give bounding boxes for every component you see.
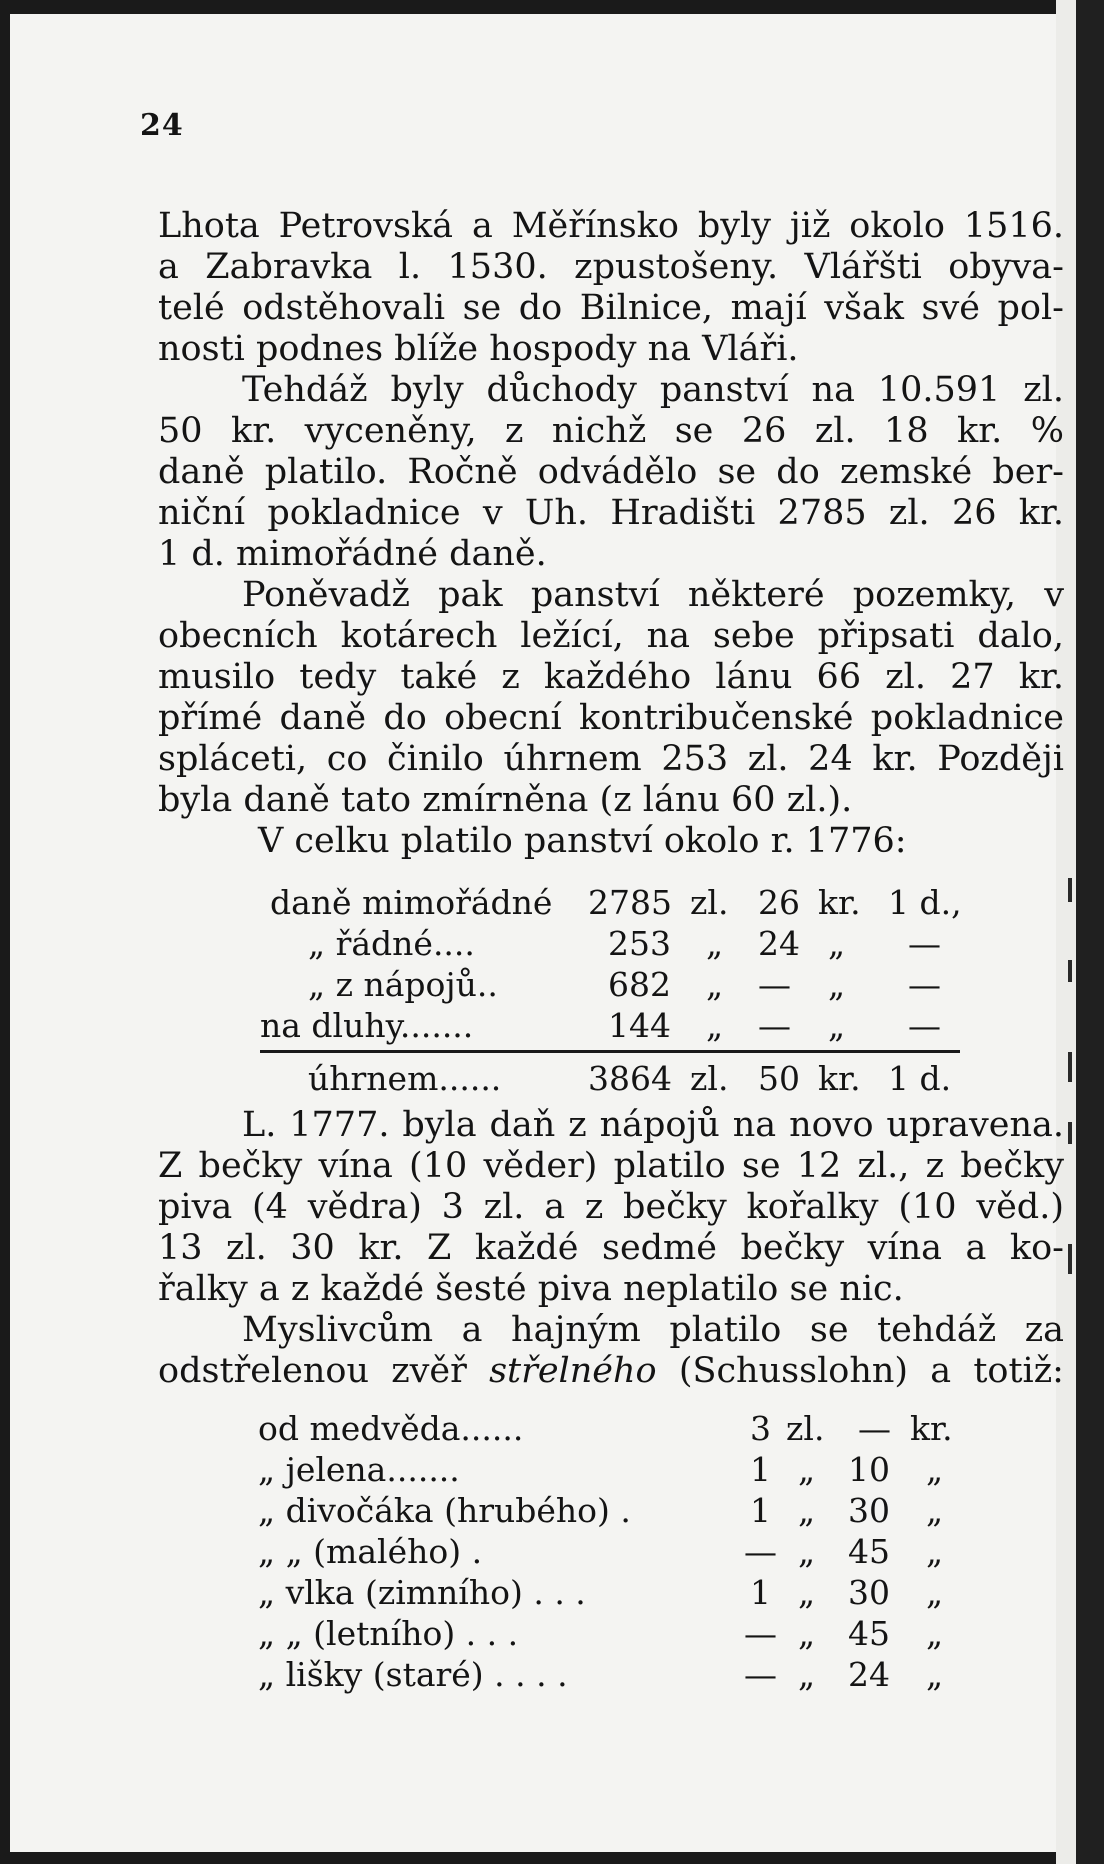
paragraph-2 xyxy=(158,370,1064,575)
text-line: piva (4 vědra) 3 zl. a z bečky kořalky (10 věd.) xyxy=(158,1187,1064,1227)
row-label: „ jelena....... xyxy=(258,1450,460,1489)
total-label: úhrnem...... xyxy=(308,1059,502,1098)
text-line: přímé daně do obecní kontribučenské pokladnice xyxy=(158,698,1064,738)
amount-zl: — xyxy=(744,1655,777,1694)
amount-kr: — xyxy=(858,1409,891,1448)
binding-edge xyxy=(1076,0,1104,1864)
unit-kr: „ xyxy=(926,1655,944,1694)
text-segment: odstřelenou zvěř xyxy=(158,1351,467,1391)
text-line: byla daně tato zmírněna (z lánu 60 zl.). xyxy=(158,780,853,820)
unit-kr: kr. xyxy=(818,1059,861,1098)
text-line xyxy=(158,1351,1064,1392)
text-line: nosti podnes blíže hospody na Vláři. xyxy=(158,329,799,369)
unit-zl: zl. xyxy=(786,1409,825,1448)
text-line: řalky a z každé šesté piva neplatilo se nic. xyxy=(158,1269,904,1309)
table-row xyxy=(158,923,1064,964)
text-line: 50 kr. vyceněny, z nichž se 26 zl. 18 kr. % xyxy=(158,411,1064,451)
unit-zl: „ xyxy=(798,1573,816,1612)
text-line: 13 zl. 30 kr. Z každé sedmé bečky vína a ko- xyxy=(158,1228,1064,1268)
unit-kr: „ xyxy=(926,1614,944,1653)
total-d: 1 d. xyxy=(888,1059,952,1098)
text-line: a Zabravka l. 1530. zpustošeny. Vlářšti obyva- xyxy=(158,247,1064,287)
text-segment: (Schusslohn) a totiž: xyxy=(678,1351,1064,1391)
amount-d: — xyxy=(908,924,941,963)
unit-zl: „ xyxy=(798,1655,816,1694)
unit-zl: „ xyxy=(706,1006,724,1045)
table-row xyxy=(158,1572,1064,1613)
gutter-mark xyxy=(1068,1122,1072,1144)
unit-kr: „ xyxy=(926,1491,944,1530)
row-label: „ vlka (zimního) . . . xyxy=(258,1573,586,1612)
amount-d: — xyxy=(908,1006,941,1045)
table-row xyxy=(158,882,1064,923)
page-number: 24 xyxy=(140,108,184,143)
gutter-mark xyxy=(1068,960,1072,982)
unit-zl: „ xyxy=(706,924,724,963)
amount-zl: — xyxy=(744,1614,777,1653)
unit-kr: „ xyxy=(828,924,846,963)
table-row xyxy=(158,1531,1064,1572)
total-zl: 3864 xyxy=(588,1059,672,1098)
text-line: daně platilo. Ročně odvádělo se do zemské ber- xyxy=(158,452,1064,492)
row-label: „ lišky (staré) . . . . xyxy=(258,1655,568,1694)
unit-kr: „ xyxy=(926,1532,944,1571)
unit-kr: „ xyxy=(828,965,846,1004)
table-row xyxy=(158,1005,1064,1046)
amount-kr: 10 xyxy=(848,1450,890,1489)
text-line: L. 1777. byla daň z nápojů na novo upravena. xyxy=(242,1105,1064,1145)
amount-zl: 1 xyxy=(750,1491,771,1530)
row-label: od medvěda...... xyxy=(258,1409,524,1448)
paragraph-3 xyxy=(158,575,1064,862)
amount-kr: 24 xyxy=(848,1655,890,1694)
unit-zl: „ xyxy=(798,1450,816,1489)
unit-zl: zl. xyxy=(690,883,729,922)
table-row xyxy=(158,1613,1064,1654)
total-kr: 50 xyxy=(758,1059,800,1098)
row-label: „ „ (malého) . xyxy=(258,1532,483,1571)
amount-kr: 30 xyxy=(848,1573,890,1612)
text-line: Z bečky vína (10 věder) platilo se 12 zl., z bečky xyxy=(158,1146,1064,1186)
amount-zl: — xyxy=(744,1532,777,1571)
game-table xyxy=(158,1408,1064,1695)
gutter-mark xyxy=(1068,878,1072,902)
text-line: Lhota Petrovská a Měřínsko byly již okolo 1516. xyxy=(158,206,1064,246)
amount-zl: 144 xyxy=(608,1006,671,1045)
italic-term: střelného xyxy=(489,1351,657,1391)
text-line: Poněvadž pak panství některé pozemky, v xyxy=(242,575,1064,615)
amount-kr: 45 xyxy=(848,1532,890,1571)
unit-zl: „ xyxy=(798,1532,816,1571)
tax-table xyxy=(158,882,1064,1046)
amount-d: — xyxy=(908,965,941,1004)
text-line: Myslivcům a hajným platilo se tehdáž za xyxy=(242,1310,1064,1350)
amount-zl: 1 xyxy=(750,1573,771,1612)
amount-kr: 30 xyxy=(848,1491,890,1530)
unit-kr: „ xyxy=(926,1573,944,1612)
amount-kr: 26 xyxy=(758,883,800,922)
paragraph-5 xyxy=(158,1310,1064,1392)
total-rule xyxy=(260,1050,960,1053)
unit-kr: kr. xyxy=(818,883,861,922)
amount-zl: 253 xyxy=(608,924,671,963)
unit-kr: „ xyxy=(926,1450,944,1489)
amount-kr: 24 xyxy=(758,924,800,963)
text-line: 1 d. mimořádné daně. xyxy=(158,534,547,574)
unit-zl: „ xyxy=(798,1491,816,1530)
amount-zl: 1 xyxy=(750,1450,771,1489)
unit-zl: zl. xyxy=(690,1059,729,1098)
text-line: niční pokladnice v Uh. Hradišti 2785 zl. 26 kr. xyxy=(158,493,1064,533)
text-line: spláceti, co činilo úhrnem 253 zl. 24 kr. Později xyxy=(158,739,1064,779)
amount-zl: 3 xyxy=(750,1409,771,1448)
text-line: telé odstěhovali se do Bilnice, mají však své pol- xyxy=(158,288,1064,328)
table-row xyxy=(158,1654,1064,1695)
amount-kr: 45 xyxy=(848,1614,890,1653)
paragraph-1 xyxy=(158,206,1064,370)
paragraph-4 xyxy=(158,1105,1064,1310)
gutter-mark xyxy=(1068,1244,1072,1274)
unit-zl: „ xyxy=(798,1614,816,1653)
gutter-mark xyxy=(1068,1052,1072,1082)
text-line: musilo tedy také z každého lánu 66 zl. 27 kr. xyxy=(158,657,1064,697)
text-line: V celku platilo panství okolo r. 1776: xyxy=(258,821,907,861)
amount-zl: 2785 xyxy=(588,883,672,922)
row-label: daně mimořádné xyxy=(270,883,553,922)
table-row xyxy=(158,1449,1064,1490)
text-line: obecních kotárech ležící, na sebe připsati dalo, xyxy=(158,616,1064,656)
amount-zl: 682 xyxy=(608,965,671,1004)
amount-d: 1 d., xyxy=(888,883,962,922)
table-row xyxy=(158,1490,1064,1531)
tax-total xyxy=(158,1058,1064,1099)
row-label: „ řádné.... xyxy=(308,924,475,963)
row-label: „ „ (letního) . . . xyxy=(258,1614,519,1653)
unit-kr: kr. xyxy=(910,1409,953,1448)
total-row xyxy=(158,1058,1064,1099)
unit-zl: „ xyxy=(706,965,724,1004)
amount-kr: — xyxy=(758,1006,791,1045)
unit-kr: „ xyxy=(828,1006,846,1045)
row-label: „ divočáka (hrubého) . xyxy=(258,1491,631,1530)
amount-kr: — xyxy=(758,965,791,1004)
row-label: na dluhy....... xyxy=(260,1006,474,1045)
table-row xyxy=(158,1408,1064,1449)
table-row xyxy=(158,964,1064,1005)
row-label: „ z nápojů.. xyxy=(308,965,498,1004)
text-line: Tehdáž byly důchody panství na 10.591 zl. xyxy=(242,370,1064,410)
